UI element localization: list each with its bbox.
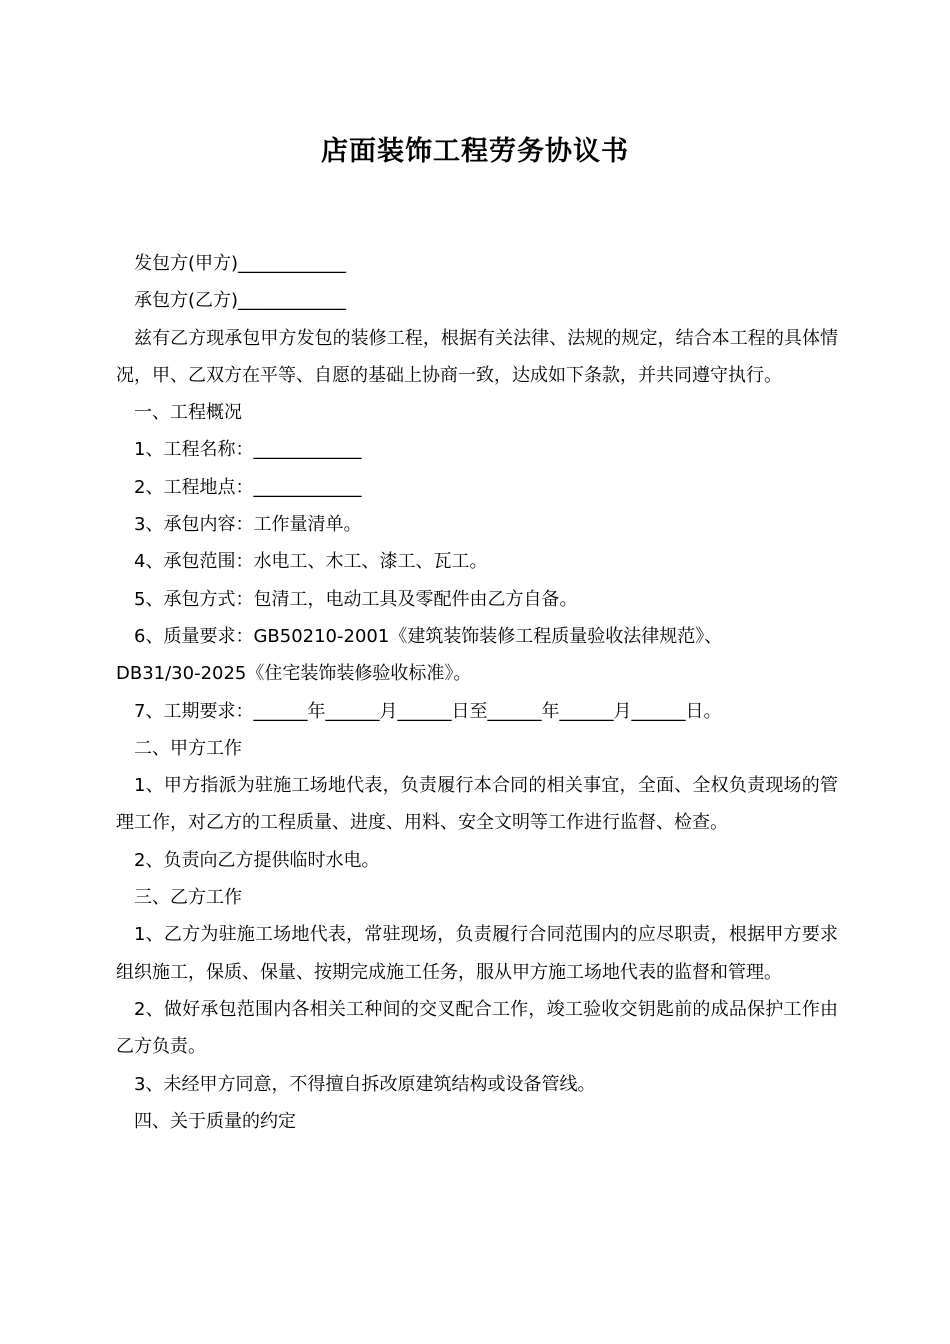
- party-a-line: 发包方(甲方)____________: [134, 253, 347, 274]
- preamble-paragraph: 兹有乙方现承包甲方发包的装修工程，根据有关法律、法规的规定，结合本工程的具体情况，甲、乙双方在平等、自愿的基础上协商一致，达成如下条款，并共同遵守执行。: [116, 327, 838, 386]
- section-heading-1: 一、工程概况: [134, 402, 242, 424]
- party-b-duty-1: 1、乙方为驻施工场地代表，常驻现场，负责履行合同范围内的应尽职责，根据甲方要求组织施工，保质、保量、按期完成施工任务，服从甲方施工场地代表的监督和管理。: [116, 924, 838, 983]
- party-a-duty-1: 1、甲方指派为驻施工场地代表，负责履行本合同的相关事宜，全面、全权负责现场的管理工作，对乙方的工程质量、进度、用料、安全文明等工作进行监督、检查。: [116, 775, 838, 834]
- clause-contract-content: 3、承包内容：工作量清单。: [134, 514, 362, 536]
- clause-contract-method: 5、承包方式：包清工，电动工具及零配件由乙方自备。: [134, 588, 578, 610]
- document-title: 店面装饰工程劳务协议书: [321, 136, 629, 167]
- clause-project-name: 1、工程名称：____________: [134, 439, 362, 461]
- section-heading-4: 四、关于质量的约定: [134, 1110, 296, 1132]
- section-heading-2: 二、甲方工作: [134, 737, 242, 759]
- section-heading-3: 三、乙方工作: [134, 887, 242, 909]
- party-b-line: 承包方(乙方)____________: [134, 290, 347, 312]
- party-a-duty-2: 2、负责向乙方提供临时水电。: [134, 849, 380, 871]
- document-body: [116, 245, 838, 1140]
- party-b-duty-2: 2、做好承包范围内各相关工种间的交叉配合工作，竣工验收交钥匙前的成品保护工作由乙方负责。: [116, 998, 838, 1058]
- clause-contract-scope: 4、承包范围：水电工、木工、漆工、瓦工。: [134, 551, 488, 573]
- clause-project-location: 2、工程地点：____________: [134, 476, 362, 498]
- clause-schedule: 7、工期要求：______年______月______日至______年______月______日。: [134, 700, 722, 722]
- clause-quality-standard: DB31/30-2025《住宅装饰装修验收标准》。: [116, 663, 472, 685]
- party-b-duty-3: 3、未经甲方同意，不得擅自拆改原建筑结构或设备管线。: [134, 1073, 596, 1095]
- clause-quality-requirement: 6、质量要求：GB50210-2001《建筑装饰装修工程质量验收法律规范》、: [134, 625, 723, 647]
